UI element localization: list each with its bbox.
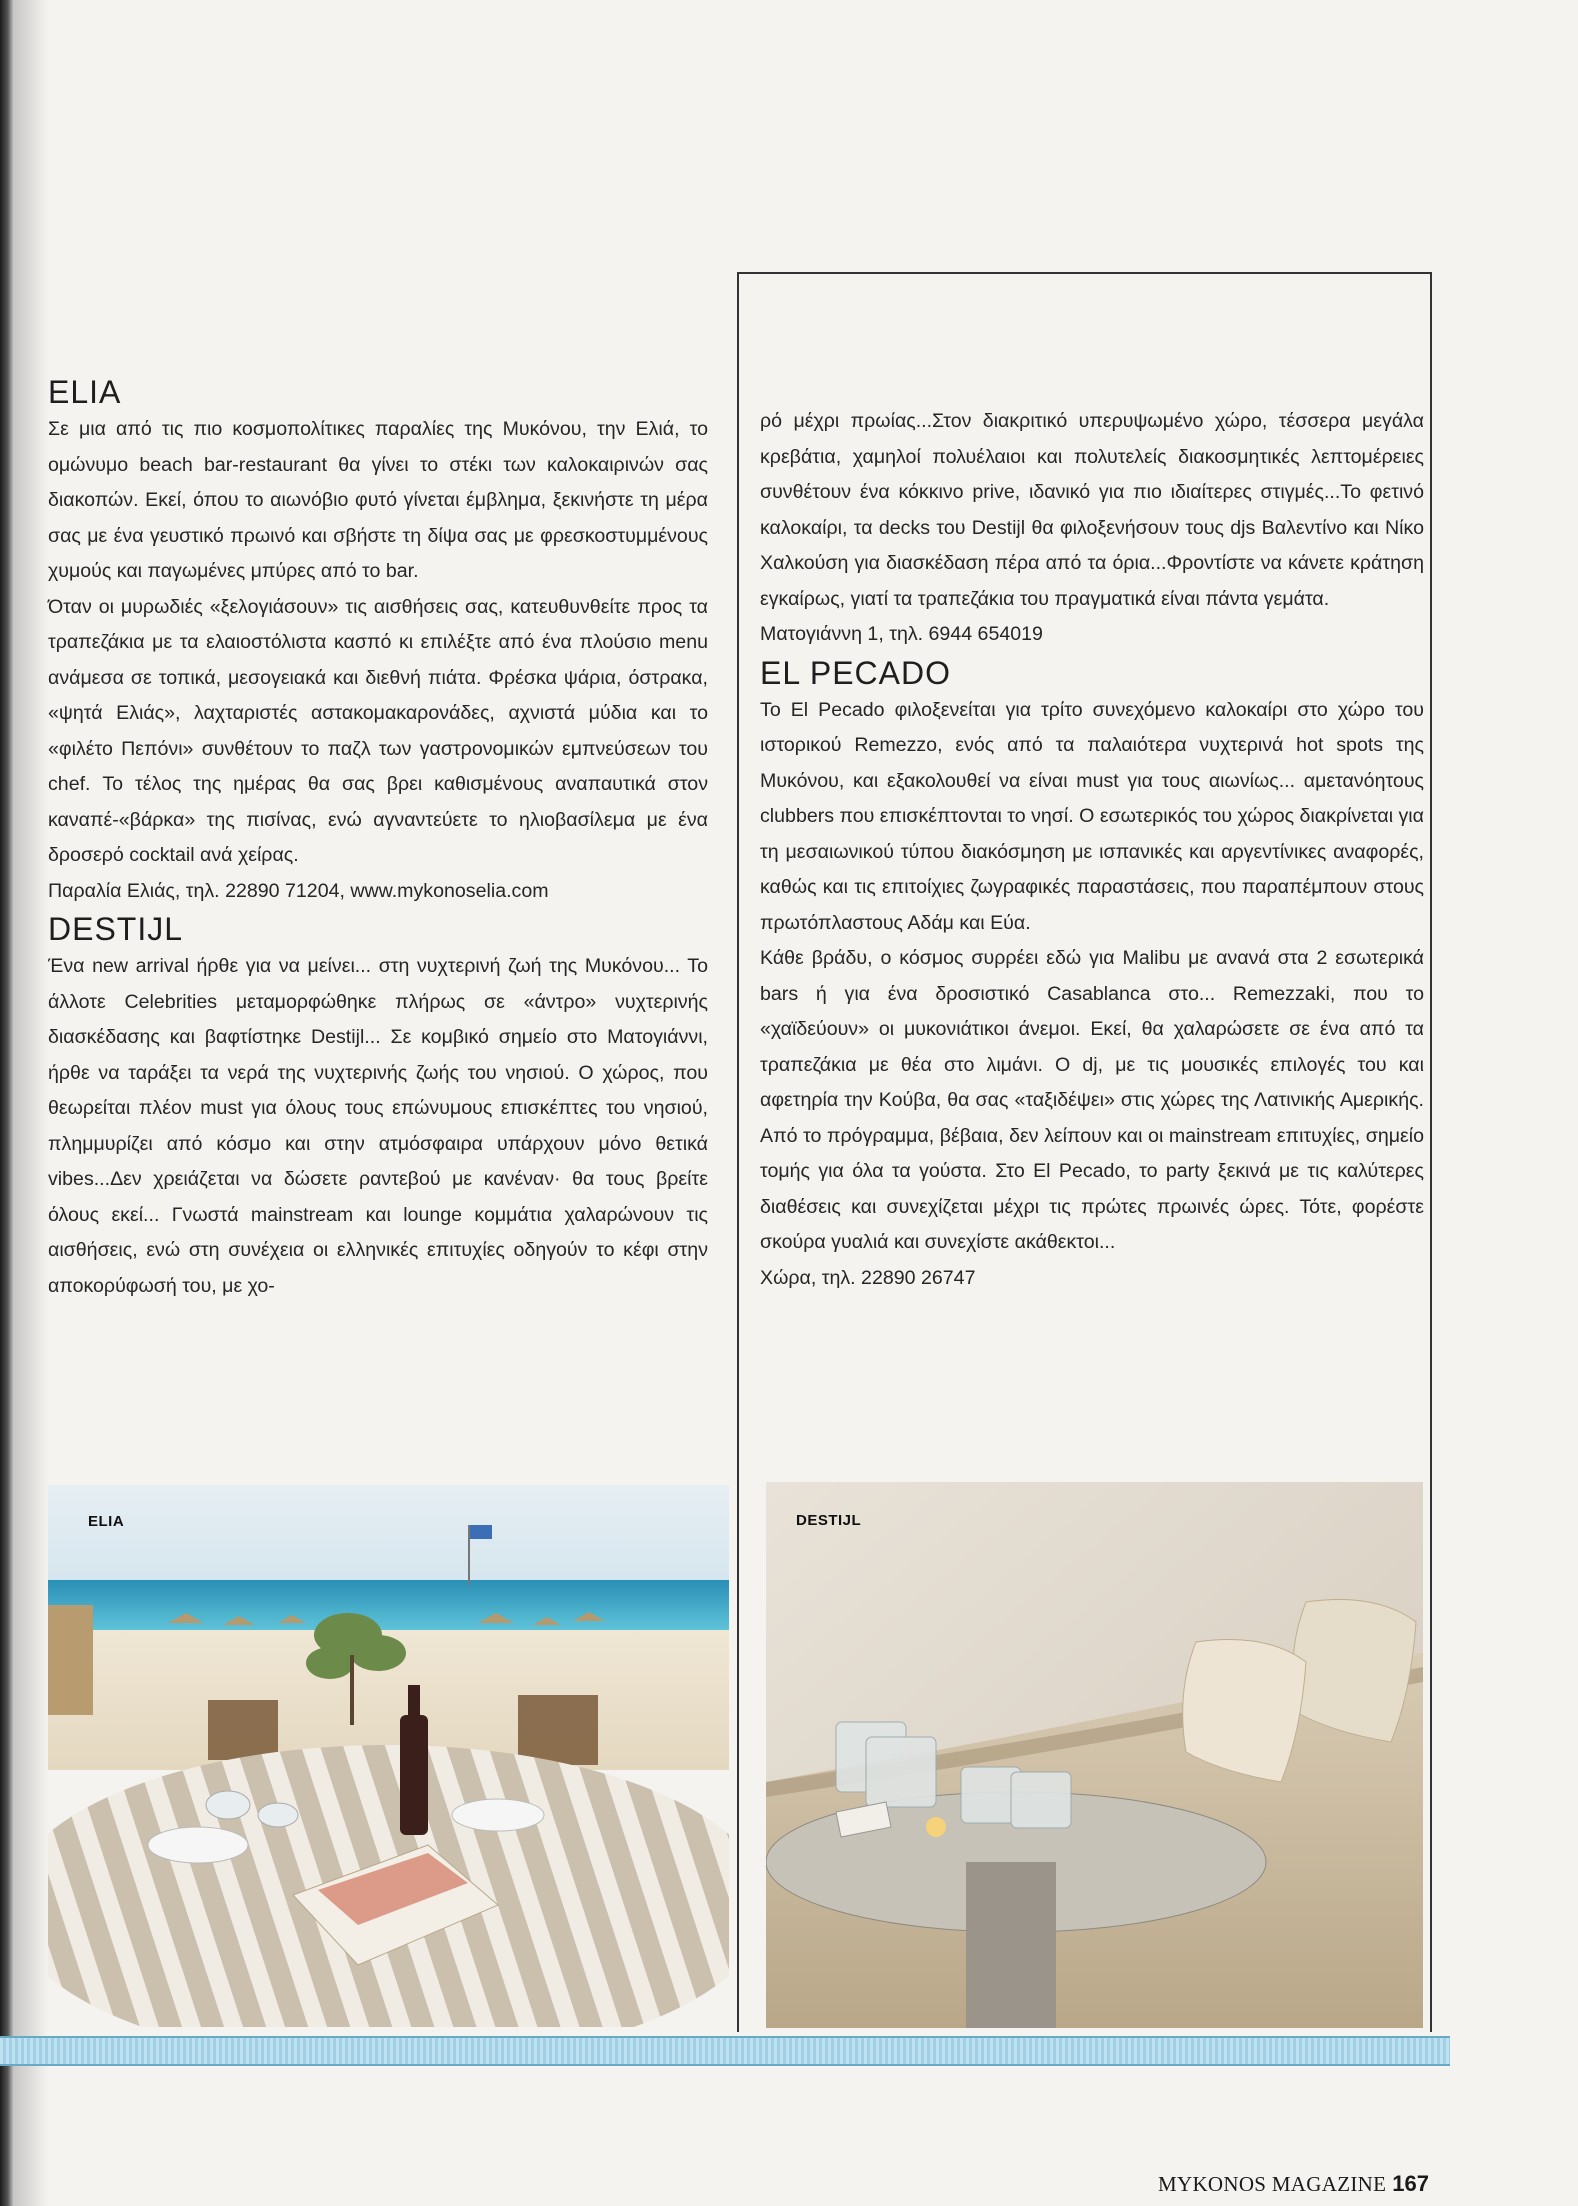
elpecado-contact: Χώρα, τηλ. 22890 26747 xyxy=(760,1266,976,1289)
destijl-photo xyxy=(766,1482,1423,2028)
right-column-frame-top xyxy=(737,272,1432,274)
elpecado-paragraph-2: Κάθε βράδυ, ο κόσμος συρρέει εδώ για Malibu με ανανά στα 2 εσωτερικά bars ή για ένα δροσιστικό Casablanca στο... Remezzaki, που το «χαϊδεύουν» οι μυκονιάτικοι άνεμοι. Εκεί, θα χαλαρώσετε σε ένα από τα τραπεζάκια με θέα στο λιμάνι. Ο dj, με τις μουσικές επιλογές του και αφετηρία την Κούβα, θα σας «ταξιδέψει» στις χώρες της Λατινικής Αμερικής. Από το πρόγραμμα, βέβαια, δεν λείπουν και οι mainstream επιτυχίες, σημείο τομής για όλα τα γούστα. Στο El Pecado, το party ξεκινά με τις καλύτερες διαθέσεις και συνεχίζεται μέχρι τις πρώτες πρωινές ώρες. Τότε, φορέστε σκούρα γυαλιά και συνεχίστε ακάθεκτοι... xyxy=(760,947,1424,1253)
page-binding-edge xyxy=(0,0,14,2206)
elpecado-heading: EL PECADO xyxy=(760,654,951,691)
magazine-name: MYKONOS MAGAZINE xyxy=(1158,2172,1387,2196)
elia-photo-illustration xyxy=(48,1485,729,2027)
right-column-frame-right xyxy=(1430,272,1432,2032)
destijl-photo-illustration xyxy=(766,1482,1423,2028)
destijl-paragraph-part-2: ρό μέχρι πρωίας...Στον διακριτικό υπερυψωμένο χώρο, τέσσερα μεγάλα κρεβάτια, χαμηλοί πολυέλαιοι και πολυτελείς διακοσμητικές λεπτομέρειες συνθέτουν ένα κόκκινο prive, ιδανικό για πιο ιδιαίτερες στιγμές...Το φετινό καλοκαίρι, τα decks του Destijl θα φιλοξενήσουν τους djs Βαλεντίνο και Νίκο Χαλκούση για διασκέδαση πέρα από τα όρια...Φροντίστε να κάνετε κράτηση εγκαίρως, γιατί τα τραπεζάκια του πραγματικά είναι πάντα γεμάτα. xyxy=(760,410,1424,610)
page-footer xyxy=(1158,2171,1448,2203)
bottom-band-border-bottom xyxy=(0,2064,1450,2066)
elia-contact: Παραλία Ελιάς, τηλ. 22890 71204, www.mykonoselia.com xyxy=(48,879,549,902)
right-column-frame-left xyxy=(737,272,739,2032)
elia-photo-label: ELIA xyxy=(88,1513,125,1530)
destijl-contact: Ματογιάννη 1, τηλ. 6944 654019 xyxy=(760,623,1043,645)
left-text-column xyxy=(48,372,708,1304)
elpecado-paragraph-1: Το El Pecado φιλοξενείται για τρίτο συνεχόμενο καλοκαίρι στο χώρο του ιστορικού Remezzo, ενός από τα παλαιότερα νυχτερινά hot spots της Μυκόνου, και εξακολουθεί να είναι must για τους αιωνίως... αμετανόητους clubbers που επισκέπτονται το νησί. Ο εσωτερικός του χώρος διακρίνεται για τη μεσαιωνικού τύπου διακόσμηση με ισπανικές και αργεντίνικες αναφορές, καθώς και τις επιτοίχιες ζωγραφικές παραστάσεις, που παραπέμπουν στους πρωτόπλαστους Αδάμ και Εύα. xyxy=(760,698,1424,934)
destijl-heading: DESTIJL xyxy=(48,911,184,947)
right-text-column xyxy=(760,404,1424,1296)
destijl-photo-label: DESTIJL xyxy=(796,1512,862,1529)
destijl-paragraph-part-1: Ένα new arrival ήρθε για να μείνει... στη νυχτερινή ζωή της Μυκόνου... Το άλλοτε Celebrities μεταμορφώθηκε πλήρως σε «άντρο» νυχτερινής διασκέδασης και βαφτίστηκε Destijl... Σε κομβικό σημείο στο Ματογιάννι, ήρθε να ταράξει τα νερά της νυχτερινής ζωής του νησιού. Ο χώρος, που θεωρείται πλέον must για όλους τους επώνυμους επισκέπτες του νησιού, πλημμυρίζει από κόσμο και στην ατμόσφαιρα υπάρχουν μόνο θετικά vibes...Δεν χρειάζεται να δώσετε ραντεβού με κανέναν· θα τους βρείτε όλους εκεί... Γνωστά mainstream και lounge κομμάτια χαλαρώνουν τις αισθήσεις, ενώ στη συνέχεια οι ελληνικές επιτυχίες οδηγούν το κέφι στην αποκορύφωσή του, με χο- xyxy=(48,955,708,1297)
decorative-blue-band xyxy=(0,2038,1450,2064)
elia-paragraph-2: Όταν οι μυρωδιές «ξελογιάσουν» τις αισθήσεις σας, κατευθυνθείτε προς τα τραπεζάκια με τα ελαιοστόλιστα κασπό κι επιλέξτε από ένα πλούσιο menu ανάμεσα σε τοπικά, μεσογειακά και διεθνή πιάτα. Φρέσκα ψάρια, όστρακα, «ψητά Ελιάς», λαχταριστές αστακομακαρονάδες, αχνιστά μύδια και το «φιλέτο Πεπόνι» συνθέτουν το παζλ των γαστρονομικών εμπνεύσεων του chef. Το τέλος της ημέρας θα σας βρει καθισμένους αναπαυτικά στον καναπέ-«βάρκα» της πισίνας, ενώ αγναντεύετε το ηλιοβασίλεμα με ένα δροσερό cocktail ανά χείρας. xyxy=(48,595,708,866)
page-number: 167 xyxy=(1392,2171,1429,2196)
binding-shadow xyxy=(14,0,48,2206)
elia-heading: ELIA xyxy=(48,374,122,410)
elia-paragraph-1: Σε μια από τις πιο κοσμοπολίτικες παραλίες της Μυκόνου, την Ελιά, το ομώνυμο beach bar-restaurant θα γίνει το στέκι των καλοκαιρινών σας διακοπών. Εκεί, όπου το αιωνόβιο φυτό γίνεται έμβλημα, ξεκινήστε τη μέρα σας με ένα γευστικό πρωινό και σβήστε τη δίψα σας με φρεσκοστυμμένους χυμούς και παγωμένες μπύρες από το bar. xyxy=(48,418,708,582)
elia-photo xyxy=(48,1485,729,2027)
